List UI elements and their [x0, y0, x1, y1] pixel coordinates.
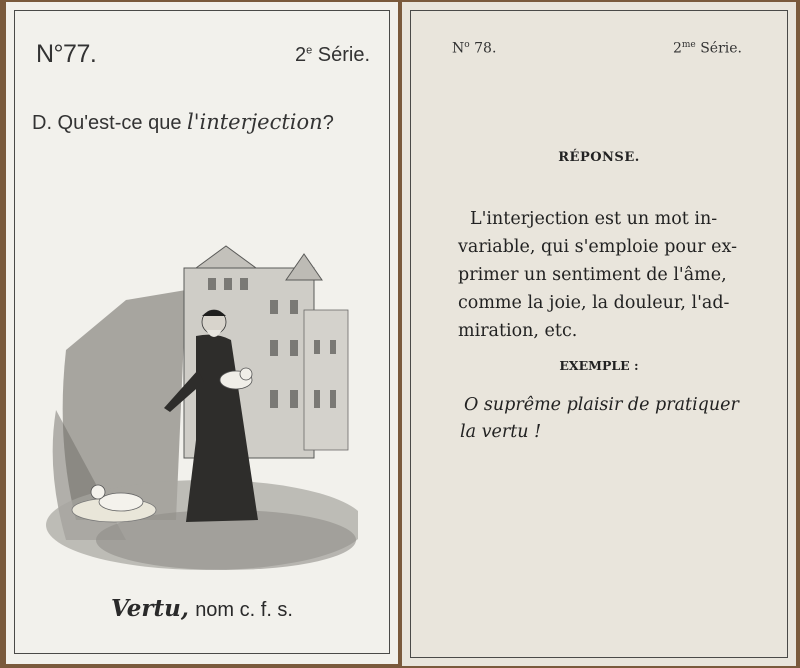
answer-card [402, 2, 796, 666]
caption-grammar: nom c. f. s. [195, 599, 293, 621]
answer-body [458, 205, 772, 345]
answer-line: variable, qui s'emploie pour ex- [458, 237, 737, 257]
series-word: Série. [700, 40, 742, 57]
caption-word: Vertu, [110, 595, 189, 622]
series-label [295, 44, 370, 67]
number-superscript: o [464, 40, 470, 50]
card-caption [6, 595, 398, 622]
answer-line: primer un sentiment de l'âme, [458, 265, 727, 285]
number-prefix: N [452, 40, 465, 57]
answer-heading: RÉPONSE. [558, 150, 640, 165]
series-word: Série. [317, 44, 370, 66]
question-card [6, 2, 398, 664]
series-label [673, 40, 742, 57]
series-superscript: me [681, 40, 696, 50]
question-term: l'interjection [187, 110, 323, 134]
answer-line: L'interjection est un mot in- [470, 209, 718, 229]
question-prefix: D. Qu'est-ce que [32, 112, 182, 134]
number-value: 78. [474, 40, 497, 57]
answer-line: miration, etc. [458, 321, 578, 341]
answer-line: comme la joie, la douleur, l'ad- [458, 293, 730, 313]
series-superscript: e [306, 44, 313, 57]
series-number: 2 [294, 44, 307, 66]
example-line: la vertu ! [460, 422, 542, 442]
question-text [32, 110, 334, 135]
example-heading: EXEMPLE : [559, 358, 639, 373]
example-text [460, 392, 739, 446]
card-number [452, 40, 496, 57]
example-line: O suprême plaisir de pratiquer [464, 395, 739, 415]
series-number: 2 [672, 40, 682, 57]
card-number: N°77. [36, 40, 97, 68]
question-mark: ? [322, 112, 334, 134]
scholar-holding-infant-icon [46, 240, 358, 570]
